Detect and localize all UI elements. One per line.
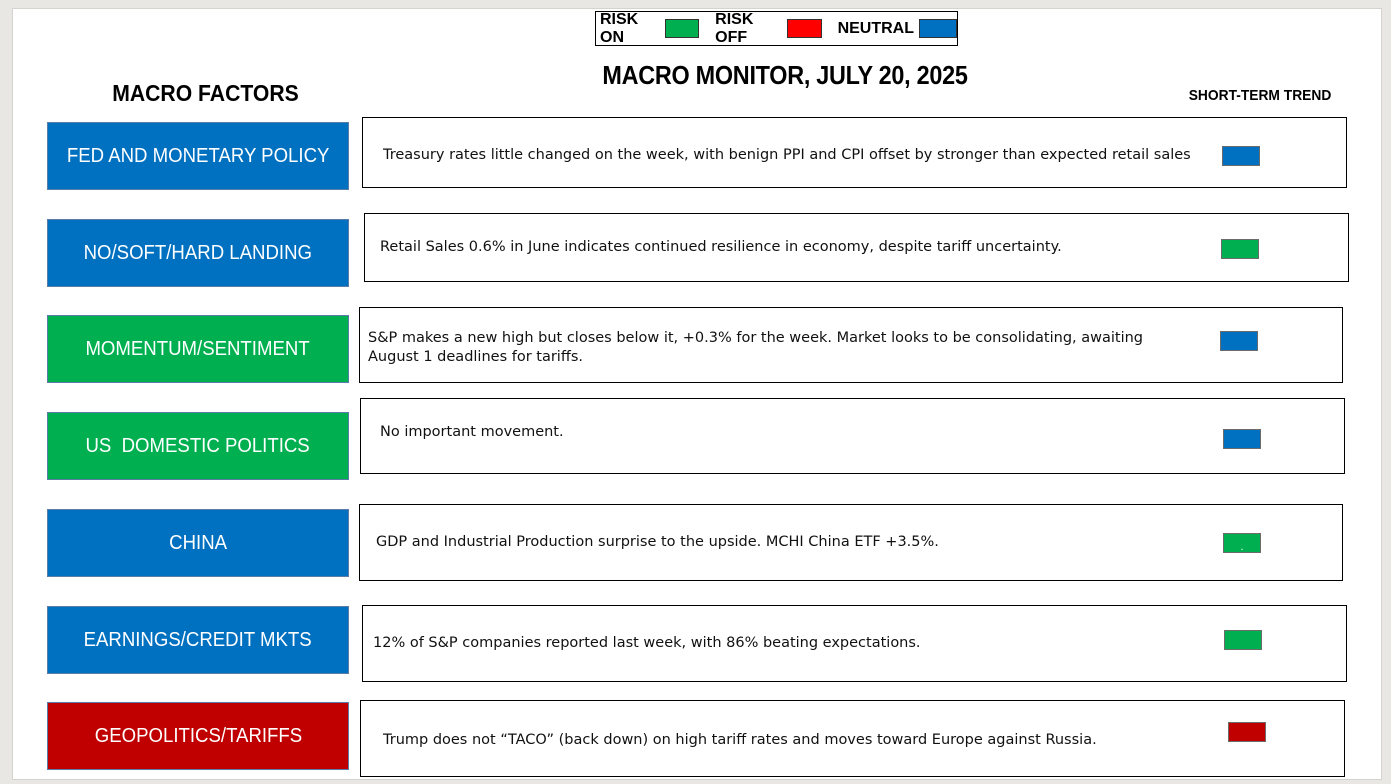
factor-label: GEOPOLITICS/TARIFFS [94,724,302,747]
comment-box-momentum [359,307,1343,383]
trend-indicator-fed [1222,146,1260,166]
legend-risk-on-swatch [665,19,699,38]
comment-text: S&P makes a new high but closes below it, +0.3% for the week. Market looks to be consolidating, awaiting August 1 deadlines for tariffs. [368,330,1144,365]
factor-label: FED AND MONETARY POLICY [66,144,330,167]
factor-label: CHINA [169,531,227,554]
factor-earnings-credit [47,606,349,674]
comment-box-earnings [362,605,1347,682]
factor-label: EARNINGS/CREDIT MKTS [83,628,313,651]
factor-geopolitics-tariffs [47,702,349,770]
page-title: MACRO MONITOR, JULY 20, 2025 [602,60,968,90]
comment-box-fed [362,117,1347,188]
comment-text: GDP and Industrial Production surprise to the upside. MCHI China ETF +3.5%. [376,534,939,550]
comment-box-china [359,504,1343,581]
comment-text: No important movement. [380,424,564,440]
factor-landing [47,219,349,287]
risk-legend [595,11,958,46]
factor-china [47,509,349,577]
comment-box-landing [364,213,1349,282]
factor-label: NO/SOFT/HARD LANDING [83,241,313,264]
factor-us-domestic-politics [47,412,349,480]
legend-risk-off-swatch [787,19,821,38]
legend-risk-off-label: RISK OFF [715,10,754,46]
trend-indicator-earnings [1224,630,1262,650]
factor-fed-monetary-policy [47,122,349,190]
factor-label: US DOMESTIC POLITICS [85,434,311,457]
factor-momentum-sentiment [47,315,349,383]
trend-indicator-geopolitics [1228,722,1266,742]
comment-box-politics [360,398,1345,474]
comment-text: Treasury rates little changed on the week, with benign PPI and CPI offset by stronger than expected retail sales [383,147,1191,163]
short-term-trend-heading: SHORT-TERM TREND [1188,87,1332,104]
comment-text: 12% of S&P companies reported last week, with 86% beating expectations. [373,635,921,651]
factor-label: MOMENTUM/SENTIMENT [85,337,311,360]
legend-neutral-label: NEUTRAL [837,19,914,37]
trend-indicator-momentum [1220,331,1258,351]
trend-indicator-landing [1221,239,1259,259]
trend-indicator-china: . [1223,533,1261,553]
trend-indicator-politics [1223,429,1261,449]
comment-box-geopolitics [360,700,1345,777]
legend-risk-on-label: RISK ON [600,10,639,46]
legend-risk-on [600,11,699,47]
legend-risk-off [715,11,821,47]
comment-text: Trump does not “TACO” (back down) on high tariff rates and moves toward Europe against Russia. [383,732,1097,748]
comment-text: Retail Sales 0.6% in June indicates continued resilience in economy, despite tariff uncertainty. [380,239,1062,255]
macro-factors-heading: MACRO FACTORS [112,80,299,106]
legend-neutral-swatch [919,19,957,38]
legend-neutral [838,19,957,38]
